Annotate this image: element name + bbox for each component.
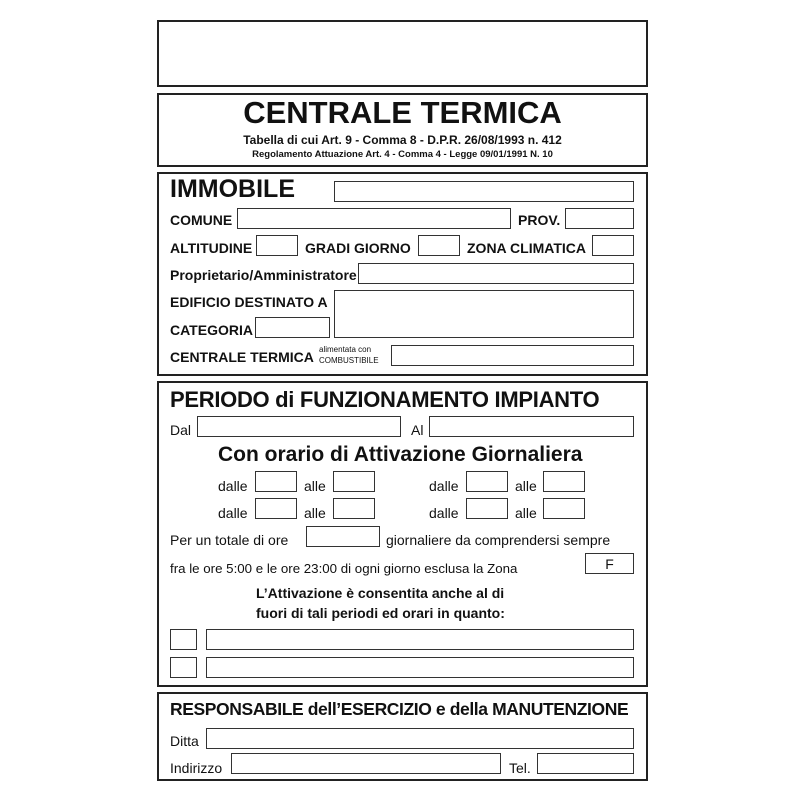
responsabile-heading: RESPONSABILE dell’ESERCIZIO e della MANUTENZIONE (170, 699, 629, 719)
dalle-field[interactable] (466, 471, 508, 492)
dalle-label: dalle (429, 505, 459, 521)
alle-field[interactable] (543, 498, 585, 519)
immobile-field[interactable] (334, 181, 634, 202)
categoria-label: CATEGORIA (170, 322, 253, 338)
alle-label: alle (304, 478, 326, 494)
categoria-field[interactable] (255, 317, 330, 338)
prov-label: PROV. (518, 212, 561, 228)
reason-field-1[interactable] (206, 629, 634, 650)
alle-label: alle (304, 505, 326, 521)
immobile-heading: IMMOBILE (170, 175, 295, 203)
indirizzo-field[interactable] (231, 753, 501, 774)
dal-label: Dal (170, 422, 192, 438)
comune-field[interactable] (237, 208, 511, 229)
dalle-field[interactable] (255, 471, 297, 492)
ditta-label: Ditta (170, 733, 199, 749)
dalle-field[interactable] (255, 498, 297, 519)
reason-field-2[interactable] (206, 657, 634, 678)
prov-field[interactable] (565, 208, 634, 229)
reason-checkbox-1[interactable] (170, 629, 197, 650)
blank-top-panel (157, 20, 648, 87)
zona-climatica-field[interactable] (592, 235, 634, 256)
alle-field[interactable] (333, 471, 375, 492)
centrale-field[interactable] (391, 345, 634, 366)
proprietario-label: Proprietario/Amministratore (170, 267, 357, 283)
gradi-giorno-field[interactable] (418, 235, 460, 256)
tel-field[interactable] (537, 753, 634, 774)
gradi-giorno-label: GRADI GIORNO (305, 240, 411, 256)
attivazione-text-1: L’Attivazione è consentita anche al di (256, 585, 505, 601)
altitudine-label: ALTITUDINE (170, 240, 253, 256)
alle-label: alle (515, 478, 537, 494)
alle-field[interactable] (333, 498, 375, 519)
totale-ore-field[interactable] (306, 526, 380, 547)
centrale-label: CENTRALE TERMICA (170, 349, 314, 365)
indirizzo-label: Indirizzo (170, 760, 223, 776)
dalle-label: dalle (218, 505, 248, 521)
dal-field[interactable] (197, 416, 401, 437)
header-subtitle-1: Tabella di cui Art. 9 - Comma 8 - D.P.R. 26/08/1993 n. 412 (243, 133, 562, 147)
dalle-field[interactable] (466, 498, 508, 519)
alle-field[interactable] (543, 471, 585, 492)
dalle-label: dalle (429, 478, 459, 494)
reason-checkbox-2[interactable] (170, 657, 197, 678)
ditta-field[interactable] (206, 728, 634, 749)
zona-esclusa-value: F (605, 556, 614, 572)
altitudine-field[interactable] (256, 235, 298, 256)
orario-title: Con orario di Attivazione Giornaliera (218, 443, 583, 466)
zona-climatica-label: ZONA CLIMATICA (467, 240, 586, 256)
edificio-label: EDIFICIO DESTINATO A (170, 294, 328, 310)
combustibile-label: COMBUSTIBILE (319, 356, 379, 365)
al-label: Al (411, 422, 424, 438)
proprietario-field[interactable] (358, 263, 634, 284)
sign-title: CENTRALE TERMICA (243, 95, 562, 130)
alle-label: alle (515, 505, 537, 521)
periodo-heading: PERIODO di FUNZIONAMENTO IMPIANTO (170, 387, 600, 412)
giornaliere-label: giornaliere da comprendersi sempre (386, 532, 611, 548)
attivazione-text-2: fuori di tali periodi ed orari in quanto: (256, 605, 505, 621)
alimentata-label: alimentata con (319, 345, 372, 354)
comune-label: COMUNE (170, 212, 233, 228)
header-subtitle-2: Regolamento Attuazione Art. 4 - Comma 4 - Legge 09/01/1991 N. 10 (252, 149, 553, 160)
tel-label: Tel. (509, 760, 531, 776)
fra-ore-label: fra le ore 5:00 e le ore 23:00 di ogni giorno esclusa la Zona (170, 561, 518, 576)
dalle-label: dalle (218, 478, 248, 494)
al-field[interactable] (429, 416, 634, 437)
totale-ore-label: Per un totale di ore (170, 532, 289, 548)
edificio-field[interactable] (334, 290, 634, 338)
